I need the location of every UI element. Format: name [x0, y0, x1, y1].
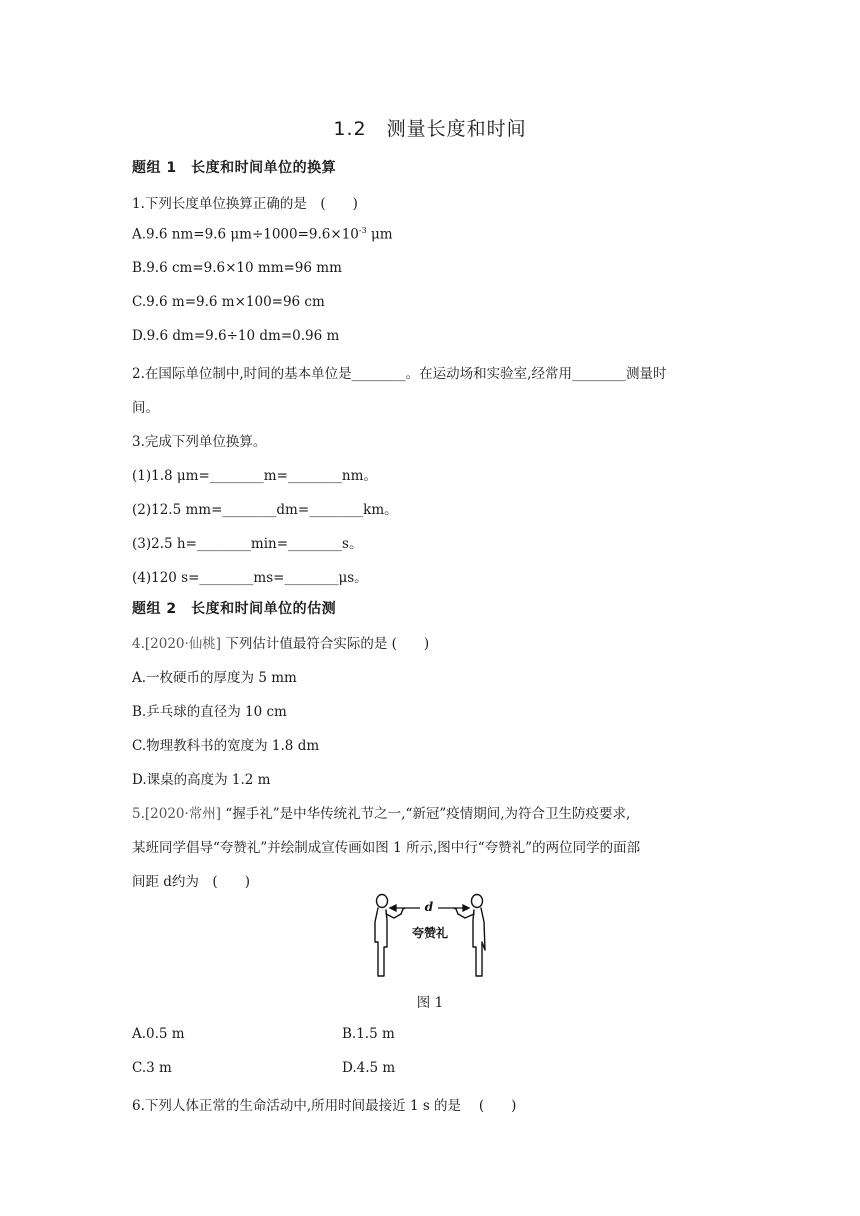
- question-5-option-a: A.0.5 m: [132, 1026, 185, 1042]
- question-1-option-c: C.9.6 m=9.6 m×100=96 cm: [132, 294, 325, 310]
- question-4-stem: [132, 632, 429, 652]
- section-heading-2: 题组 2 长度和时间单位的估测: [132, 601, 337, 617]
- question-4-option-d: D.课桌的高度为 1.2 m: [132, 772, 271, 788]
- question-1-option-a: [132, 226, 393, 243]
- question-3-sub-4: (4)120 s=________ms=________μs。: [132, 570, 368, 586]
- figure-banner-text: 夸赞礼: [411, 926, 449, 940]
- question-4-source-tag: 4.[2020·仙桃]: [132, 636, 222, 652]
- question-4-option-c: C.物理教科书的宽度为 1.8 dm: [132, 738, 320, 754]
- question-6-stem: 6.下列人体正常的生命活动中,所用时间最接近 1 s 的是 ( ): [132, 1098, 517, 1114]
- question-3-stem: 3.完成下列单位换算。: [132, 434, 267, 450]
- question-4-option-b: B.乒乓球的直径为 10 cm: [132, 704, 287, 720]
- section-heading-1: 题组 1 长度和时间单位的换算: [132, 160, 337, 176]
- page-title: 1.2 测量长度和时间: [333, 118, 527, 140]
- question-5-option-b: B.1.5 m: [342, 1026, 395, 1042]
- question-5-source-tag: 5.[2020·常州]: [132, 806, 222, 822]
- option-a-unit: μm: [366, 226, 393, 243]
- question-5-option-d: D.4.5 m: [342, 1060, 396, 1076]
- question-1-option-d: D.9.6 dm=9.6÷10 dm=0.96 m: [132, 328, 340, 344]
- question-3-sub-1: (1)1.8 μm=________m=________nm。: [132, 468, 377, 484]
- question-5-line-1: [132, 802, 630, 822]
- question-3-sub-2: (2)12.5 mm=________dm=________km。: [132, 502, 398, 518]
- question-3-sub-3: (3)2.5 h=________min=________s。: [132, 536, 363, 552]
- question-1-option-b: B.9.6 cm=9.6×10 mm=96 mm: [132, 260, 342, 276]
- exponent: -3: [358, 226, 367, 235]
- question-4-text: 下列估计值最符合实际的是 ( ): [221, 636, 430, 652]
- question-5-option-c: C.3 m: [132, 1060, 172, 1076]
- question-2-line-2: 间。: [132, 400, 159, 416]
- question-1-stem: 1.下列长度单位换算正确的是 ( ): [132, 196, 358, 212]
- figure-caption: 图 1: [416, 995, 444, 1011]
- distance-d-label: d: [424, 900, 434, 914]
- question-4-option-a: A.一枚硬币的厚度为 5 mm: [132, 670, 297, 686]
- compliment-gesture-figure: [368, 892, 492, 980]
- question-5-line-3: 间距 d约为 ( ): [132, 874, 250, 890]
- question-5-line-2: 某班同学倡导“夸赞礼”并绘制成宣传画如图 1 所示,图中行“夸赞礼”的两位同学的面部: [132, 840, 641, 856]
- question-2-line-1: 2.在国际单位制中,时间的基本单位是________。在运动场和实验室,经常用________测量时: [132, 366, 667, 382]
- question-5-text: “握手礼”是中华传统礼节之一,“新冠”疫情期间,为符合卫生防疫要求,: [221, 806, 631, 822]
- option-a-text: A.9.6 nm=9.6 μm÷1000=9.6×10: [132, 226, 359, 243]
